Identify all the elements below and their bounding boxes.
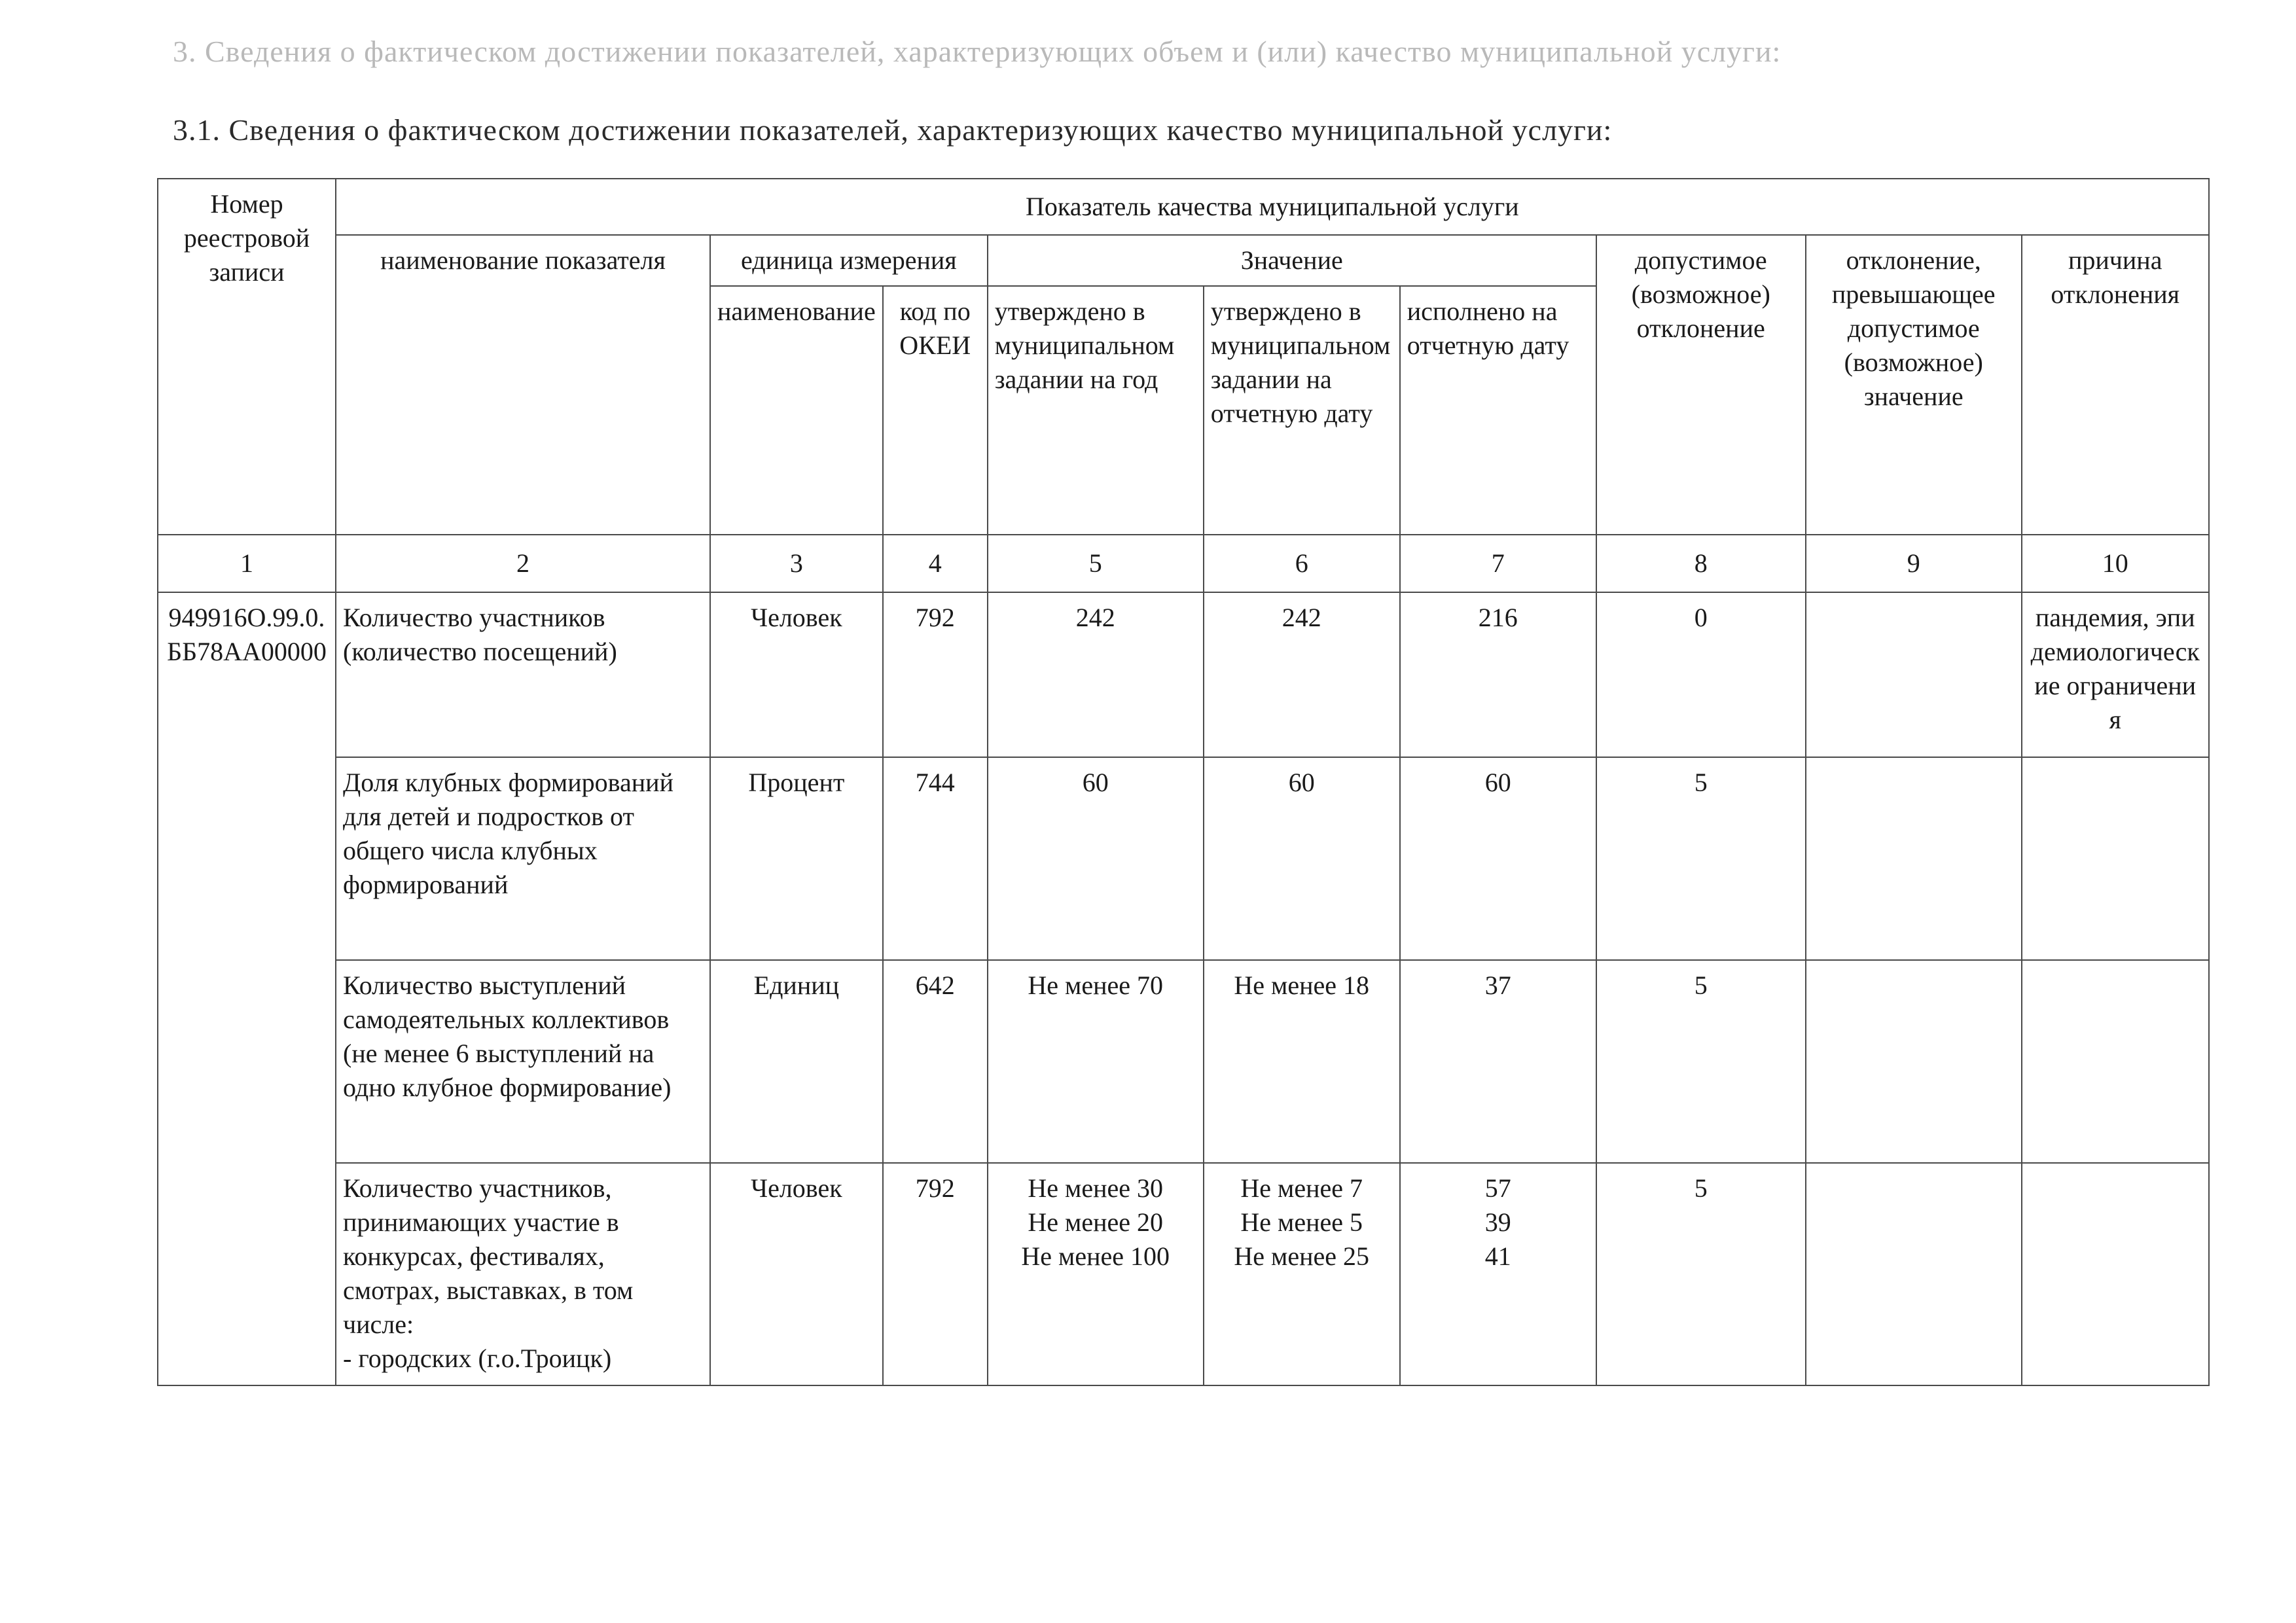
approved-date-value: Не менее 7 Не менее 5 Не менее 25 <box>1204 1163 1400 1385</box>
unit-name: Человек <box>710 592 883 757</box>
done-value: 60 <box>1400 757 1596 960</box>
deviation-reason <box>2022 960 2209 1163</box>
approved-date-value: 60 <box>1204 757 1400 960</box>
exceeding-deviation-value <box>1806 960 2022 1163</box>
header-okei-code: код по ОКЕИ <box>883 286 988 535</box>
col-number: 9 <box>1806 535 2022 592</box>
exceeding-deviation-value <box>1806 757 2022 960</box>
header-row-1 <box>158 179 2209 235</box>
allowed-deviation-value: 0 <box>1596 592 1806 757</box>
table-row <box>158 1163 2209 1385</box>
approved-year-value: 60 <box>988 757 1204 960</box>
header-done-date: исполнено на отчетную дату <box>1400 286 1596 535</box>
approved-year-value: 242 <box>988 592 1204 757</box>
okei-code: 792 <box>883 1163 988 1385</box>
registry-number: 949916О.99.0.ББ78АА00000 <box>158 592 336 1385</box>
table-row <box>158 757 2209 960</box>
header-indicator-name: наименование показателя <box>336 235 710 535</box>
header-approved-date: утверждено в муниципальном задании на отчетную дату <box>1204 286 1400 535</box>
deviation-reason: пандемия, эпидемиологические ограничения <box>2022 592 2209 757</box>
col-number: 10 <box>2022 535 2209 592</box>
exceeding-deviation-value <box>1806 1163 2022 1385</box>
section-3-heading: 3. Сведения о фактическом достижении показателей, характеризующих объем и (или) качество муниципальной услуги: <box>173 35 1782 68</box>
col-number: 4 <box>883 535 988 592</box>
indicator-name-sub: - городских (г.о.Троицк) <box>343 1344 612 1373</box>
header-unit-name: наименование <box>710 286 883 535</box>
col-number: 6 <box>1204 535 1400 592</box>
exceeding-deviation-value <box>1806 592 2022 757</box>
header-registry: Номер реестровой записи <box>158 179 336 535</box>
done-value: 37 <box>1400 960 1596 1163</box>
deviation-reason <box>2022 757 2209 960</box>
quality-indicators-table <box>157 178 2210 1386</box>
approved-date-value: 242 <box>1204 592 1400 757</box>
header-row-2 <box>158 235 2209 286</box>
col-number: 2 <box>336 535 710 592</box>
header-unit-group: единица измерения <box>710 235 988 286</box>
indicator-name: Доля клубных формирований для детей и подростков от общего числа клубных формирований <box>336 757 710 960</box>
header-quality-group: Показатель качества муниципальной услуги <box>336 179 2209 235</box>
col-number: 7 <box>1400 535 1596 592</box>
approved-year-value: Не менее 30 Не менее 20 Не менее 100 <box>988 1163 1204 1385</box>
col-number: 8 <box>1596 535 1806 592</box>
deviation-reason <box>2022 1163 2209 1385</box>
header-deviation-reason: причина отклонения <box>2022 235 2209 535</box>
header-allowed-deviation: допустимое (возможное) отклонение <box>1596 235 1806 535</box>
header-value-group: Значение <box>988 235 1596 286</box>
table-row <box>158 592 2209 757</box>
column-number-row <box>158 535 2209 592</box>
allowed-deviation-value: 5 <box>1596 960 1806 1163</box>
indicator-name-main: Количество участников, принимающих участие в конкурсах, фестивалях, смотрах, выставках, в том числе: <box>343 1173 634 1339</box>
indicator-name: Количество участников (количество посещений) <box>336 592 710 757</box>
section-3-1-heading: 3.1. Сведения о фактическом достижении показателей, характеризующих качество муниципальной услуги: <box>173 113 1613 147</box>
okei-code: 792 <box>883 592 988 757</box>
allowed-deviation-value: 5 <box>1596 757 1806 960</box>
okei-code: 744 <box>883 757 988 960</box>
approved-year-value: Не менее 70 <box>988 960 1204 1163</box>
indicator-name <box>336 1163 710 1385</box>
indicator-name: Количество выступлений самодеятельных коллективов (не менее 6 выступлений на одно клубное формирование) <box>336 960 710 1163</box>
table-row <box>158 960 2209 1163</box>
unit-name: Человек <box>710 1163 883 1385</box>
allowed-deviation-value: 5 <box>1596 1163 1806 1385</box>
header-approved-year: утверждено в муниципальном задании на год <box>988 286 1204 535</box>
done-value: 57 39 41 <box>1400 1163 1596 1385</box>
col-number: 3 <box>710 535 883 592</box>
unit-name: Процент <box>710 757 883 960</box>
col-number: 1 <box>158 535 336 592</box>
okei-code: 642 <box>883 960 988 1163</box>
col-number: 5 <box>988 535 1204 592</box>
done-value: 216 <box>1400 592 1596 757</box>
header-exceeding-deviation: отклонение, превышающее допустимое (возможное) значение <box>1806 235 2022 535</box>
approved-date-value: Не менее 18 <box>1204 960 1400 1163</box>
unit-name: Единиц <box>710 960 883 1163</box>
